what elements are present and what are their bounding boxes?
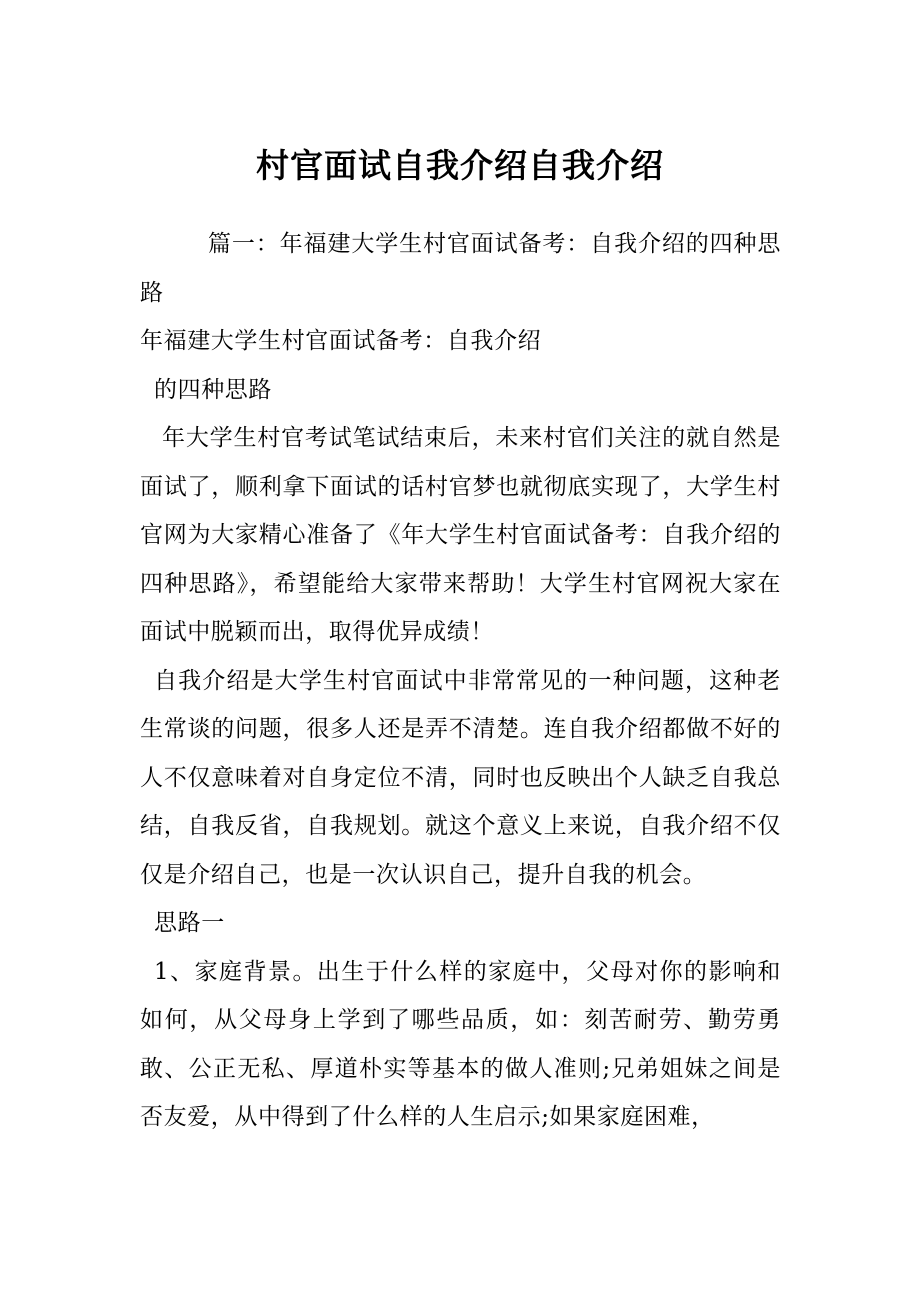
document-body	[140, 220, 781, 1142]
body-paragraph: 自我介绍是大学生村官面试中非常常见的一种问题，这种老生常谈的问题，很多人还是弄不清楚。连自我介绍都做不好的人不仅意味着对自身定位不清，同时也反映出个人缺乏自我总结，自我反省，自我规划。就这个意义上来说，自我介绍不仅仅是介绍自己，也是一次认识自己，提升自我的机会。	[140, 667, 781, 888]
section-heading: 篇一：年福建大学生村官面试备考：自我介绍的四种思路	[140, 231, 781, 306]
subheading: 思路一	[154, 910, 225, 936]
document-title: 村官面试自我介绍自我介绍	[256, 146, 664, 185]
article-title-line: 的四种思路	[154, 376, 272, 403]
list-item: 1、家庭背景。出生于什么样的家庭中，父母对你的影响和如何，从父母身上学到了哪些品质，如：刻苦耐劳、勤劳勇敢、公正无私、厚道朴实等基本的做人准则;兄弟姐妹之间是否友爱，从中得到了什么样的人生启示;如果家庭困难，	[140, 958, 781, 1130]
intro-paragraph: 年大学生村官考试笔试结束后，未来村官们关注的就自然是面试了，顺利拿下面试的话村官梦也就彻底实现了，大学生村官网为大家精心准备了《年大学生村官面试备考：自我介绍的四种思路》，希望能给大家带来帮助！大学生村官网祝大家在面试中脱颖而出，取得优异成绩！	[140, 425, 781, 645]
article-title-line: 年福建大学生村官面试备考：自我介绍	[140, 328, 542, 354]
